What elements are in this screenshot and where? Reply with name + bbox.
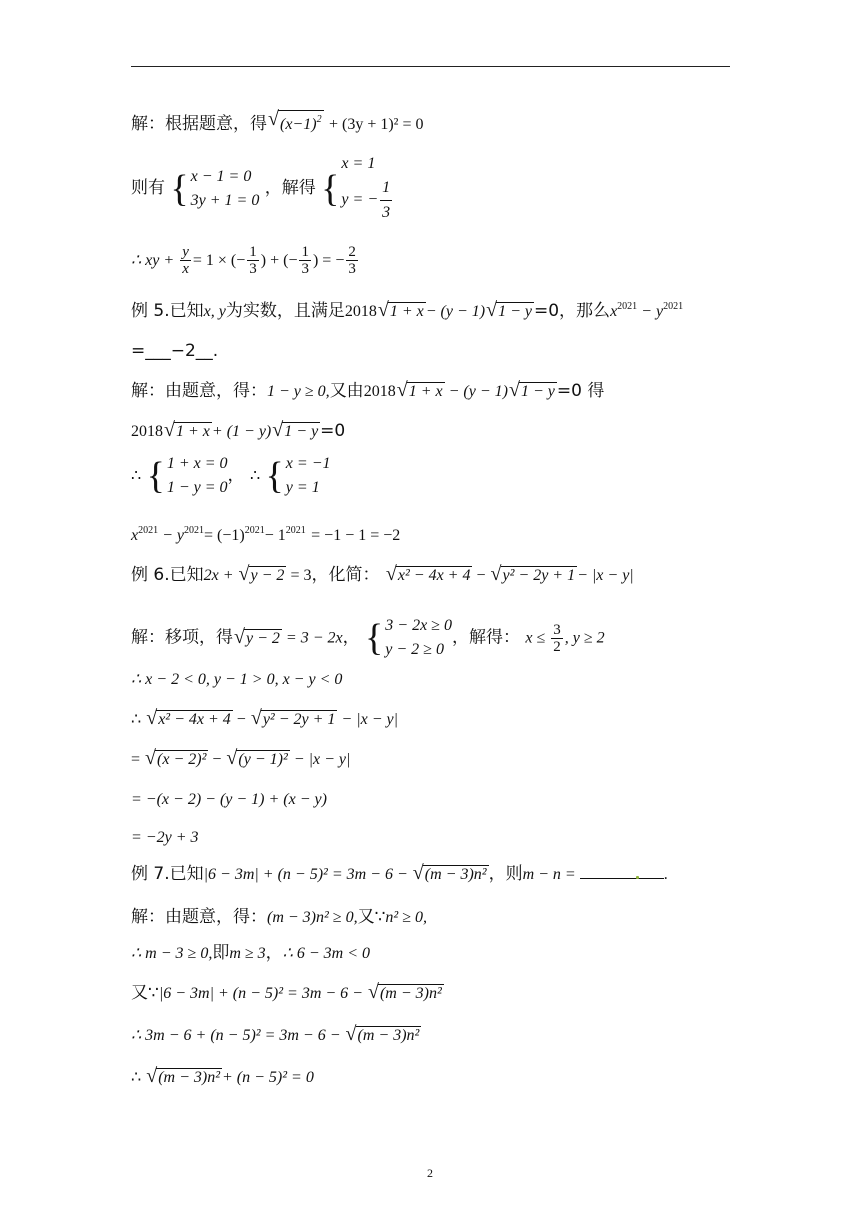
ex5-answer: =___−2__. xyxy=(131,341,219,361)
ex4-solution-line-2: 则有 { x − 1 = 0 3y + 1 = 0 ，解得 { x = 1 y = − $\frac{1}{3}$ xyxy=(131,152,394,225)
solution-system: { x = 1 y = − $\frac{1}{3}$ xyxy=(321,155,391,221)
answer-blank xyxy=(580,862,664,879)
ex6-question: 例 6.已知2x + √ y − 2 = 3，化简： √ x² − 4x + 4 − √ y² − 2y + 1 − |x − y| xyxy=(131,563,634,585)
ex7-solution-line-2: ∴ m − 3 ≥ 0,即m ≥ 3，∴ 6 − 3m < 0 xyxy=(131,943,370,963)
ex5-solution-line-3: ∴ { 1 + x = 0 1 − y = 0 ， ∴ { x = −1 y = 1 xyxy=(131,452,331,500)
ex7-solution-line-5: ∴ √ (m − 3)n² + (n − 5)² = 0 xyxy=(131,1065,314,1087)
ex6-solution-line-2: ∴ x − 2 < 0, y − 1 > 0, x − y < 0 xyxy=(131,671,343,688)
ex6-solution-line-4: = √ (x − 2)² − √ (y − 1)² − |x − y| xyxy=(131,747,351,769)
page-number: 2 xyxy=(427,1166,433,1180)
header-rule xyxy=(131,66,730,67)
solution-system: { x = −1 y = 1 xyxy=(265,455,331,497)
ex7-solution-line-4: ∴ 3m − 6 + (n − 5)² = 3m − 6 − √ (m − 3)n² xyxy=(131,1023,420,1045)
ex6-solution-line-3: ∴ √ x² − 4x + 4 − √ y² − 2y + 1 − |x − y| xyxy=(131,707,398,729)
ex7-solution-line-1: 解：由题意，得：(m − 3)n² ≥ 0,又∵n² ≥ 0, xyxy=(131,907,427,927)
inequality-system: { 3 − 2x ≥ 0 y − 2 ≥ 0 xyxy=(365,617,452,659)
ex5-solution-line-2: 2018 √ 1 + x + (1 − y) √ 1 − y =0 xyxy=(131,419,346,441)
ex4-solution-line-3: ∴ xy + $\frac{y}{x}$ = 1 × (− $\frac{1}{3}$ ) + (− $\frac{1}{3}$ ) = − $\frac{2}{3}$ xyxy=(131,244,356,277)
ex5-solution-line-1: 解：由题意，得：1 − y ≥ 0,又由2018 √ 1 + x − (y − 1) √ 1 − y =0 得 xyxy=(131,379,605,401)
ex6-solution-line-6: = −2y + 3 xyxy=(131,829,199,846)
equation-system: { x − 1 = 0 3y + 1 = 0 xyxy=(170,167,260,210)
equation-system: { 1 + x = 0 1 − y = 0 xyxy=(146,455,228,497)
ex7-solution-line-3: 又∵|6 − 3m| + (n − 5)² = 3m − 6 − √ (m − 3)n² xyxy=(131,981,442,1003)
ex4-solution-line-1: 解：根据题意，得 √ $(x-1)^2 + (3y + 1)^2 = 0$ xyxy=(131,108,424,134)
ex6-solution-line-5: = −(x − 2) − (y − 1) + (x − y) xyxy=(131,791,327,808)
ex5-question: 例 5.已知x, y为实数，且满足2018 √ 1 + x − (y − 1) √ 1 − y =0，那么$x^{2021} - y^{2021}$ xyxy=(131,299,684,321)
ex5-solution-line-4: $x^{2021} - y^{2021}= (-1)^{2021}- 1^{2021} = -1 - 1 = -2$ xyxy=(131,525,401,544)
ex7-question: 例 7.已知|6 − 3m| + (n − 5)² = 3m − 6 − √ (m − 3)n² ，则m − n = . xyxy=(131,862,668,884)
ex6-solution-line-1: 解：移项，得 √ y − 2 = 3 − 2x， { 3 − 2x ≥ 0 y − 2 ≥ 0 ，解得： x ≤ $\frac{3}{2}$ , y ≥ 2 xyxy=(131,614,605,662)
